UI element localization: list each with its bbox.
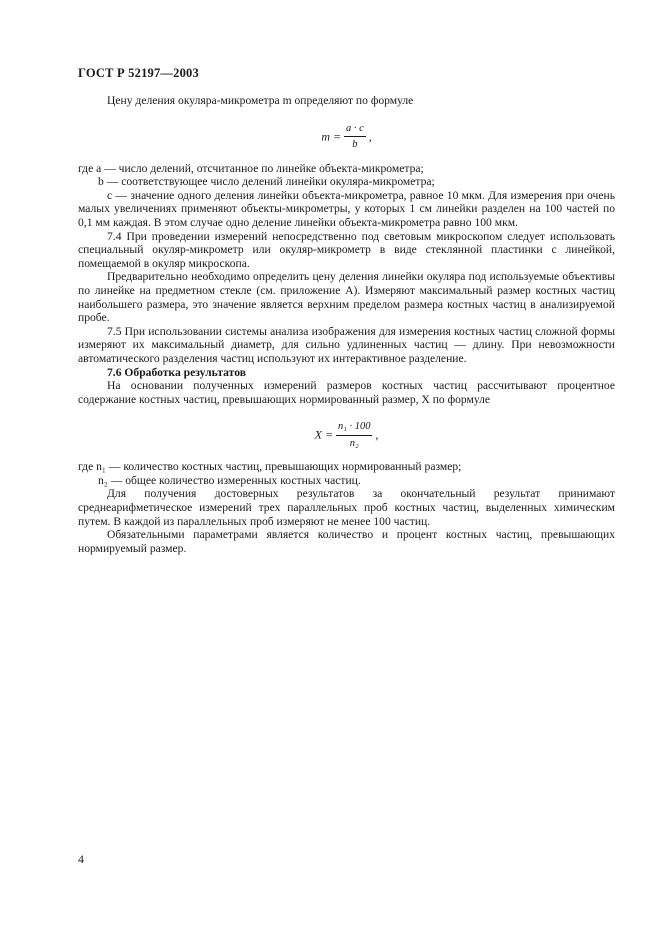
definition-c: c — значение одного деления линейки объекта-микрометра, равное 10 мкм. Для измерения при очень малых увеличениях применяют объекты-микрометры, у которых 1 см линейки разделен на 100 частей по 0,1 мм каждая. В этом случае одно деление линейки объекта-микрометра равно 100 мкм. bbox=[78, 188, 615, 229]
definition-n2: n₂ — общее количество измеренных костных частиц. bbox=[98, 473, 361, 487]
paragraph-7-5: 7.5 При использовании системы анализа изображения для измерения костных частиц сложной формы измеряют их максимальный диаметр, для сильно удлиненных частиц — длину. При невозможности автоматического разделения частиц используют их интерактивное разделение. bbox=[78, 324, 615, 365]
paragraph-7-6-parameters: Обязательными параметрами является количество и процент костных частиц, превышающих нормируемый размер. bbox=[78, 528, 615, 555]
formula-denominator: n₂ bbox=[349, 437, 359, 449]
formula-numerator: a · c bbox=[344, 122, 366, 138]
formula-lhs: m = bbox=[321, 128, 342, 143]
document-body bbox=[78, 94, 615, 555]
definition-n1: где n₁ — количество костных частиц, превышающих нормированный размер; bbox=[78, 460, 462, 474]
section-heading-7-6: 7.6 Обработка результатов bbox=[107, 365, 246, 379]
formula-fraction bbox=[344, 122, 366, 152]
paragraph-7-4-continued: Предварительно необходимо определить цену деления линейки окуляра под используемые объективы по линейке на предметном стекле (см. приложение А). Измеряют максимальный размер костных частиц наибольшего размера, это значение является верхним пределом размера костных частиц в анализируемой пробе. bbox=[78, 270, 615, 325]
formula-micrometer-division bbox=[78, 122, 615, 152]
document-header: ГОСТ Р 52197—2003 bbox=[78, 66, 199, 80]
paragraph-7-4: 7.4 При проведении измерений непосредственно под световым микроскопом следует использовать специальный окуляр-микрометр или окуляр-микрометр в виде стеклянной пластинки с линейкой, помещаемой в окуляр микроскопа. bbox=[78, 229, 615, 270]
page-number: 4 bbox=[78, 852, 84, 866]
definition-b: b — соответствующее число делений линейки окуляра-микрометра; bbox=[98, 175, 435, 189]
formula-percentage bbox=[78, 420, 615, 450]
definition-a: где a — число делений, отсчитанное по линейке объекта-микрометра; bbox=[78, 161, 424, 175]
formula-tail: , bbox=[368, 128, 372, 143]
formula-lhs: X = bbox=[314, 427, 334, 442]
formula-denominator: b bbox=[352, 139, 358, 151]
formula-numerator: n₁ · 100 bbox=[336, 420, 373, 436]
formula-intro: Цену деления окуляра-микрометра m определяют по формуле bbox=[107, 94, 414, 107]
paragraph-7-6-average: Для получения достоверных результатов за окончательный результат принимают среднеарифметическое измерений трех параллельных проб костных частиц, выделенных химическим путем. В каждой из параллельных проб измеряют не менее 100 частиц. bbox=[78, 487, 615, 528]
formula-fraction bbox=[336, 420, 373, 450]
formula-tail: , bbox=[375, 427, 379, 442]
paragraph-7-6: На основании полученных измерений размеров костных частиц рассчитывают процентное содержание костных частиц, превышающих нормированный размер, X по формуле bbox=[78, 379, 615, 406]
